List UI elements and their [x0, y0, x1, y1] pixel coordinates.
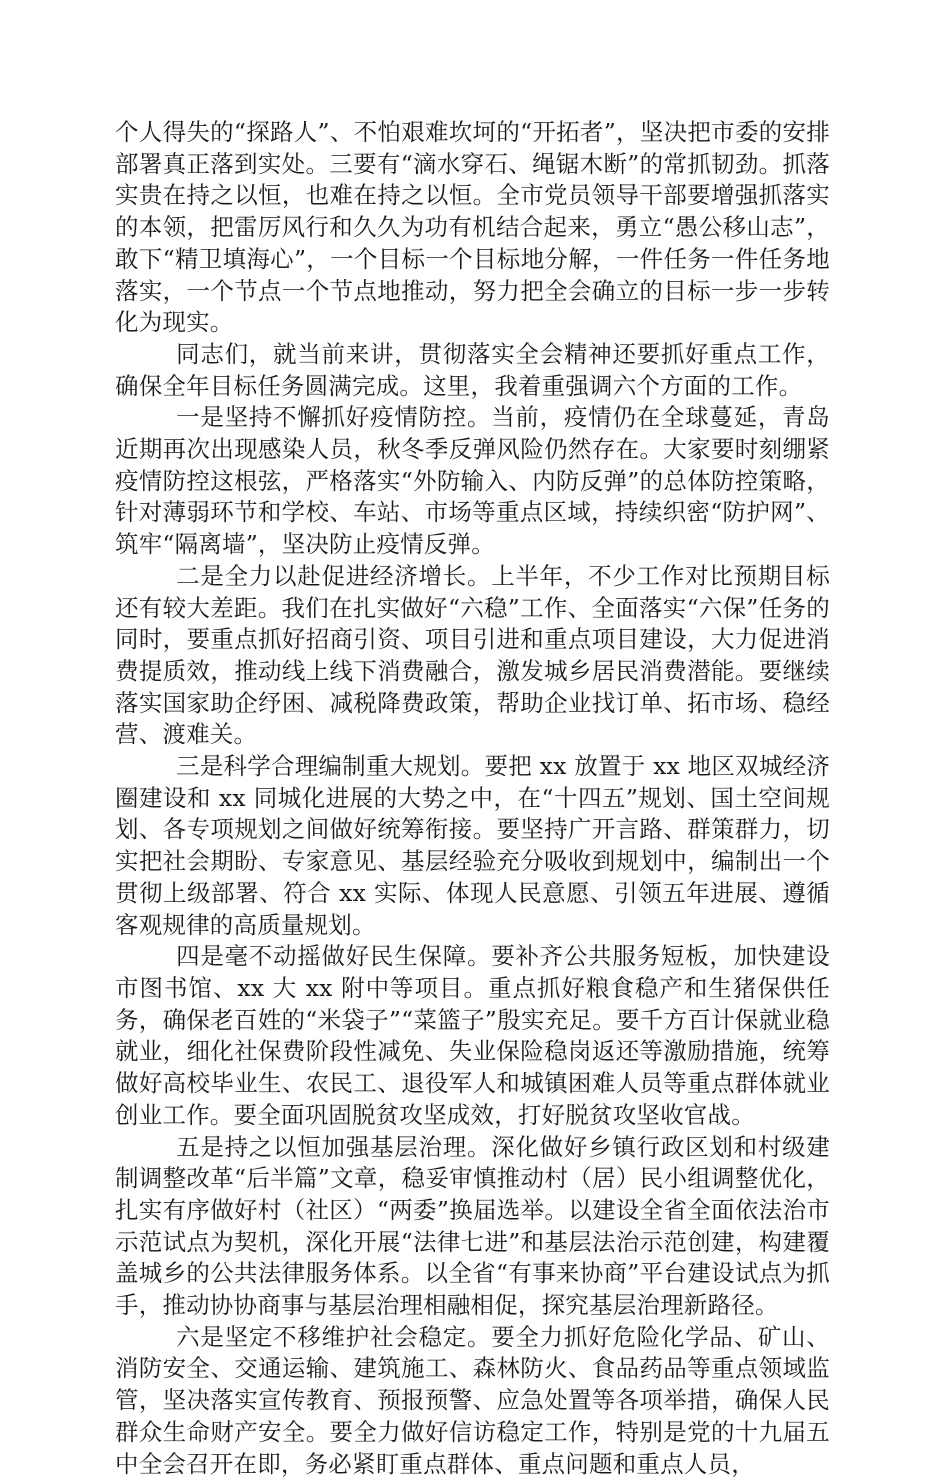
document-body — [115, 117, 830, 1480]
paragraph-livelihood: 四是毫不动摇做好民生保障。要补齐公共服务短板，加快建设市图书馆、xx 大 xx 附中等项目。重点抓好粮食稳产和生猪保供任务，确保老百姓的“米袋子”“菜篮子”殷实充足。要千方百计保就业稳就业，细化社保费阶段性减免、失业保险稳岗返还等激励措施，统筹做好高校毕业生、农民工、退役军人和城镇困难人员等重点群体就业创业工作。要全面巩固脱贫攻坚成效，打好脱贫攻坚收官战。 — [115, 942, 830, 1129]
paragraph-major-planning: 三是科学合理编制重大规划。要把 xx 放置于 xx 地区双城经济圈建设和 xx 同城化进展的大势之中，在“十四五”规划、国土空间规划、各专项规划之间做好统筹衔接。要坚持广开言路、群策群力，切实把社会期盼、专家意见、基层经验充分吸收到规划中，编制出一个贯彻上级部署、符合 xx 实际、体现人民意愿、引领五年进展、遵循客观规律的高质量规划。 — [115, 752, 830, 939]
paragraph-grassroots-governance: 五是持之以恒加强基层治理。深化做好乡镇行政区划和村级建制调整改革“后半篇”文章，稳妥审慎推动村（居）民小组调整优化，扎实有序做好村（社区）“两委”换届选举。以建设全省全面依法治市示范试点为契机，深化开展“法律七进”和基层法治示范创建，构建覆盖城乡的公共法律服务体系。以全省“有事来协商”平台建设试点为抓手，推动协协商事与基层治理相融相促，探究基层治理新路径。 — [115, 1132, 830, 1320]
paragraph-continuation: 个人得失的“探路人”、不怕艰难坎坷的“开拓者”，坚决把市委的安排部署真正落到实处。三要有“滴水穿石、绳锯木断”的常抓韧劲。抓落实贵在持之以恒，也难在持之以恒。全市党员领导干部要增强抓落实的本领，把雷厉风行和久久为功有机结合起来，勇立“愚公移山志”，敢下“精卫填海心”，一个目标一个目标地分解，一件任务一件任务地落实，一个节点一个节点地推动，努力把全会确立的目标一步一步转化为现实。 — [115, 118, 830, 337]
paragraph-epidemic-control: 一是坚持不懈抓好疫情防控。当前，疫情仍在全球蔓延，青岛近期再次出现感染人员，秋冬季反弹风险仍然存在。大家要时刻绷紧疫情防控这根弦，严格落实“外防输入、内防反弹”的总体防控策略，针对薄弱环节和学校、车站、市场等重点区域，持续织密“防护网”、筑牢“隔离墙”，坚决防止疫情反弹。 — [115, 403, 830, 559]
paragraph-social-stability: 六是坚定不移维护社会稳定。要全力抓好危险化学品、矿山、消防安全、交通运输、建筑施工、森林防火、食品药品等重点领域监管，坚决落实宣传教育、预报预警、应急处置等各项举措，确保人民群众生命财产安全。要全力做好信访稳定工作，特别是党的十九届五中全会召开在即，务必紧盯重点群体、重点问题和重点人员， — [115, 1322, 830, 1478]
paragraph-key-work-intro: 同志们，就当前来讲，贯彻落实全会精神还要抓好重点工作，确保全年目标任务圆满完成。这里，我着重强调六个方面的工作。 — [115, 339, 830, 400]
paragraph-economic-growth: 二是全力以赴促进经济增长。上半年，不少工作对比预期目标还有较大差距。我们在扎实做好“六稳”工作、全面落实“六保”任务的同时，要重点抓好招商引资、项目引进和重点项目建设，大力促进消费提质效，推动线上线下消费融合，激发城乡居民消费潜能。要继续落实国家助企纾困、减税降费政策，帮助企业找订单、拓市场、稳经营、渡难关。 — [115, 561, 830, 749]
